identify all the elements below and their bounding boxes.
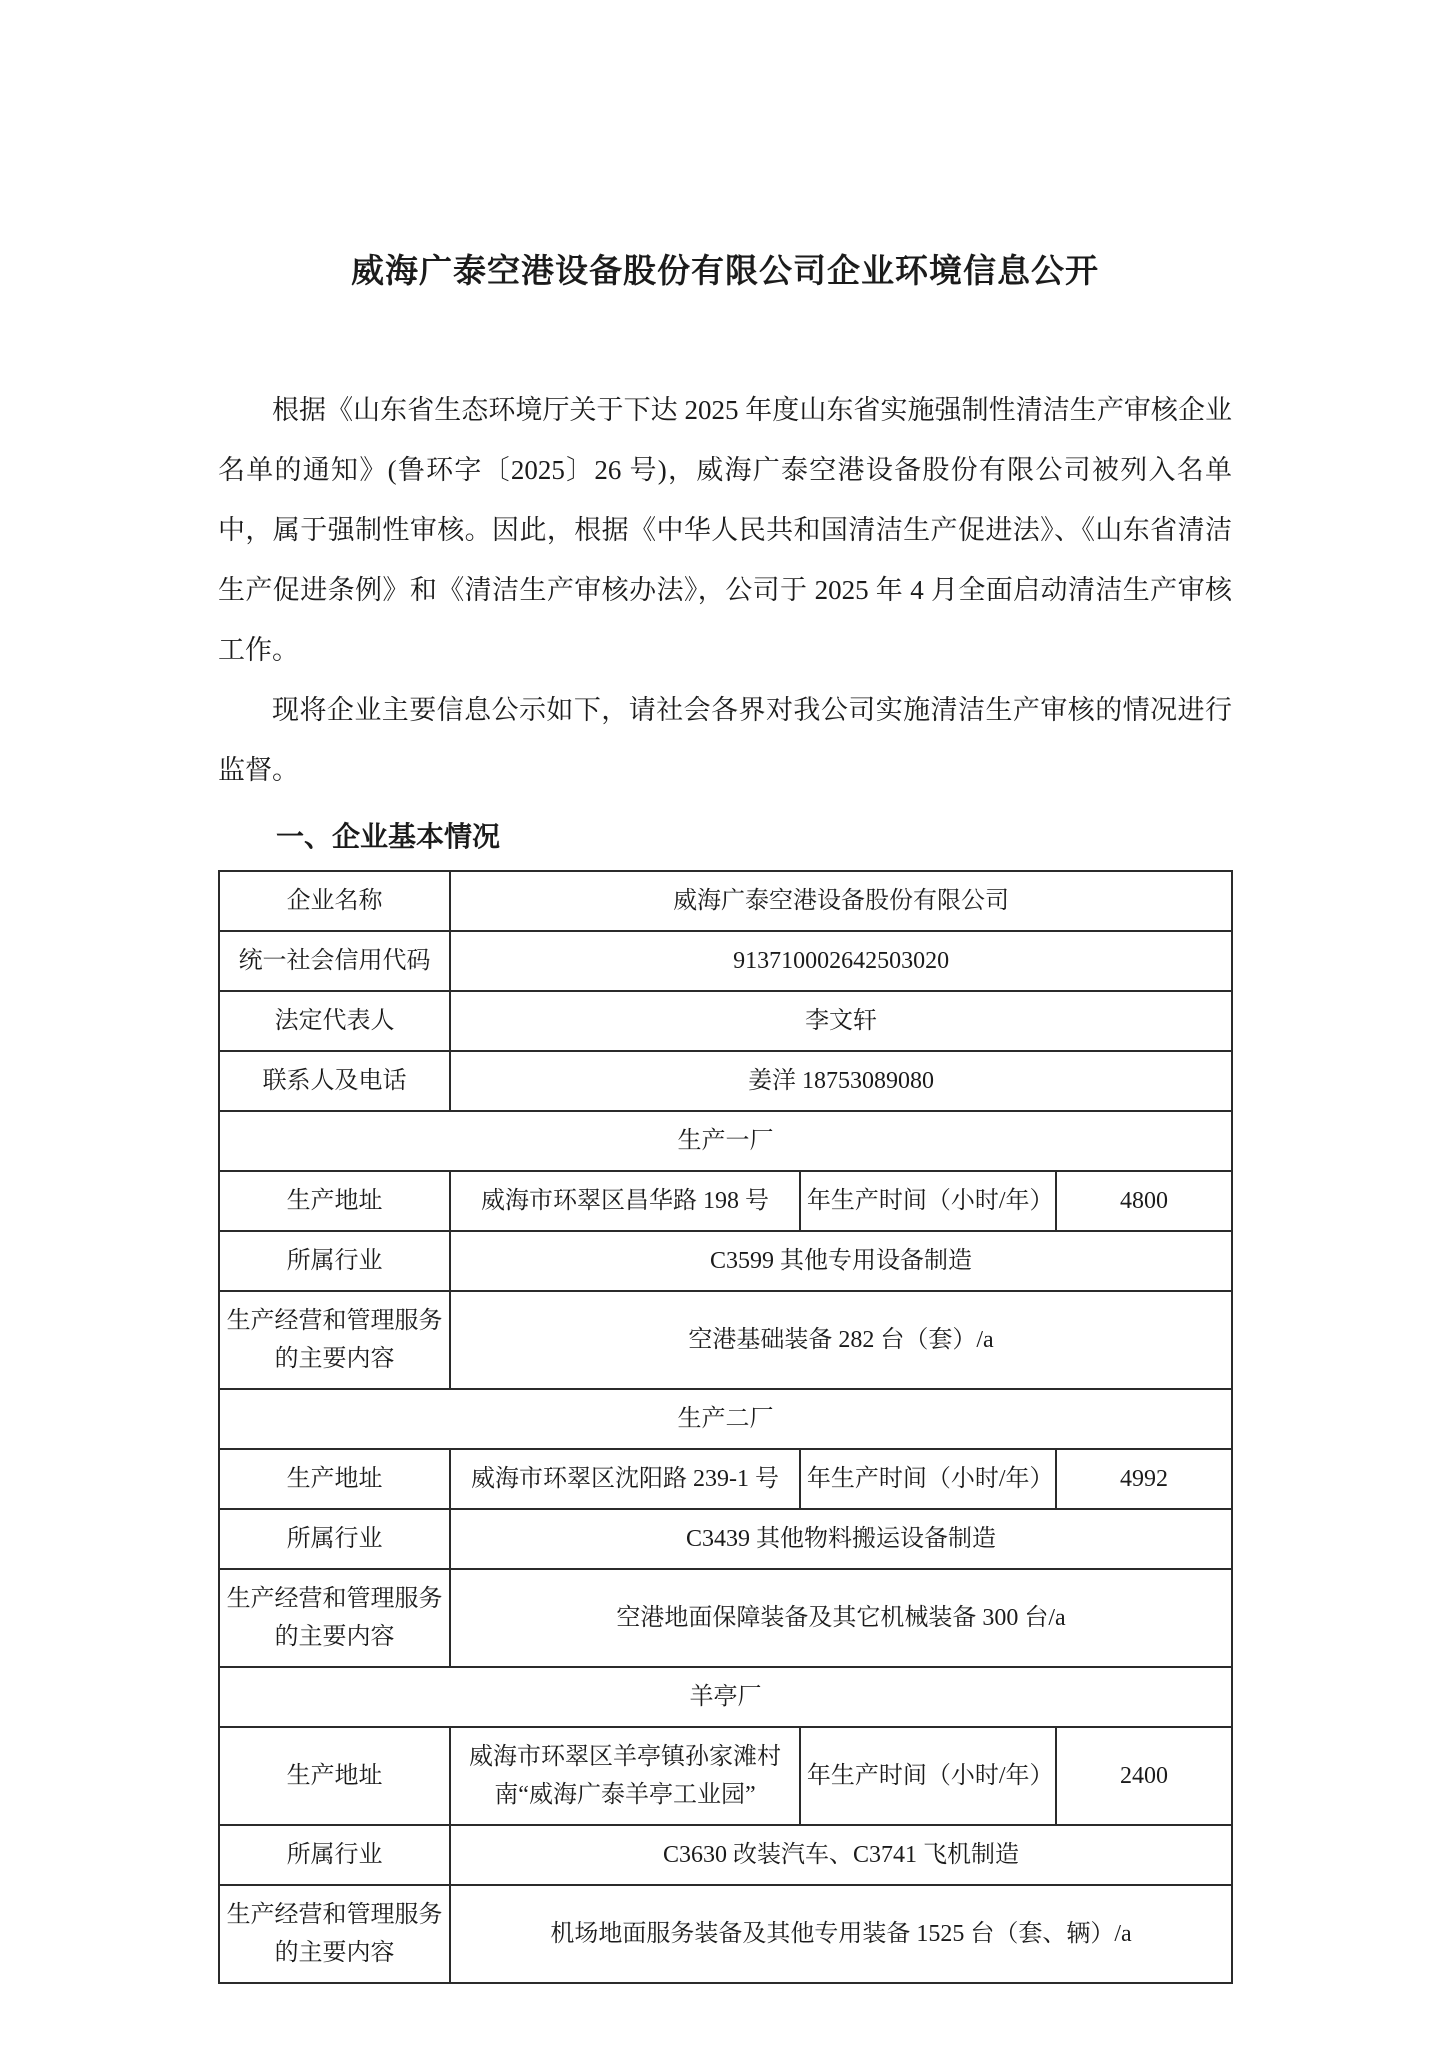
document-content [218, 0, 1232, 1984]
plant2-hours-value: 4992 [1056, 1449, 1232, 1509]
plant1-hours-label: 年生产时间（小时/年） [800, 1171, 1056, 1231]
plant3-scope-label: 生产经营和管理服务的主要内容 [219, 1885, 450, 1983]
plant3-address-value: 威海市环翠区羊亭镇孙家滩村南“威海广泰羊亭工业园” [450, 1727, 800, 1825]
paragraph-intro: 根据《山东省生态环境厅关于下达 2025 年度山东省实施强制性清洁生产审核企业名单的通知》(鲁环字〔2025〕26 号)，威海广泰空港设备股份有限公司被列入名单中，属于强制性审核。因此，根据《中华人民共和国清洁生产促进法》、《山东省清洁生产促进条例》和《清洁生产审核办法》，公司于 2025 年 4 月全面启动清洁生产审核工作。 [218, 395, 1232, 665]
credit-code-value: 913710002642503020 [450, 931, 1232, 991]
plant1-scope-value: 空港基础装备 282 台（套）/a [450, 1291, 1232, 1389]
plant3-scope-value: 机场地面服务装备及其他专用装备 1525 台（套、辆）/a [450, 1885, 1232, 1983]
row-contact [219, 1051, 1232, 1111]
plant3-section-title: 羊亭厂 [219, 1667, 1232, 1727]
plant3-hours-value: 2400 [1056, 1727, 1232, 1825]
row-plant3-industry [219, 1825, 1232, 1885]
paragraph-disclosure: 现将企业主要信息公示如下，请社会各界对我公司实施清洁生产审核的情况进行监督。 [218, 695, 1232, 785]
plant1-industry-label: 所属行业 [219, 1231, 450, 1291]
plant1-address-label: 生产地址 [219, 1171, 450, 1231]
plant2-address-value: 威海市环翠区沈阳路 239-1 号 [450, 1449, 800, 1509]
row-plant2-section [219, 1389, 1232, 1449]
row-plant1-industry [219, 1231, 1232, 1291]
plant2-scope-value: 空港地面保障装备及其它机械装备 300 台/a [450, 1569, 1232, 1667]
row-plant1-address [219, 1171, 1232, 1231]
row-company-name [219, 871, 1232, 931]
plant1-address-value: 威海市环翠区昌华路 198 号 [450, 1171, 800, 1231]
row-plant3-address [219, 1727, 1232, 1825]
row-plant1-scope [219, 1291, 1232, 1389]
legal-representative-label: 法定代表人 [219, 991, 450, 1051]
legal-representative-value: 李文轩 [450, 991, 1232, 1051]
row-plant2-scope [219, 1569, 1232, 1667]
plant3-industry-value: C3630 改装汽车、C3741 飞机制造 [450, 1825, 1232, 1885]
section-heading-basic-info: 一、企业基本情况 [276, 821, 501, 852]
contact-label: 联系人及电话 [219, 1051, 450, 1111]
page-title: 威海广泰空港设备股份有限公司企业环境信息公开 [351, 254, 1099, 290]
plant2-industry-label: 所属行业 [219, 1509, 450, 1569]
company-info-table [218, 870, 1233, 1984]
plant3-hours-label: 年生产时间（小时/年） [800, 1727, 1056, 1825]
plant2-scope-label: 生产经营和管理服务的主要内容 [219, 1569, 450, 1667]
plant1-section-title: 生产一厂 [219, 1111, 1232, 1171]
row-plant1-section [219, 1111, 1232, 1171]
plant1-industry-value: C3599 其他专用设备制造 [450, 1231, 1232, 1291]
plant2-address-label: 生产地址 [219, 1449, 450, 1509]
plant1-scope-label: 生产经营和管理服务的主要内容 [219, 1291, 450, 1389]
plant2-industry-value: C3439 其他物料搬运设备制造 [450, 1509, 1232, 1569]
row-credit-code [219, 931, 1232, 991]
row-plant3-section [219, 1667, 1232, 1727]
contact-value: 姜洋 18753089080 [450, 1051, 1232, 1111]
company-name-value: 威海广泰空港设备股份有限公司 [450, 871, 1232, 931]
row-plant2-industry [219, 1509, 1232, 1569]
row-legal-representative [219, 991, 1232, 1051]
plant2-section-title: 生产二厂 [219, 1389, 1232, 1449]
company-name-label: 企业名称 [219, 871, 450, 931]
plant3-industry-label: 所属行业 [219, 1825, 450, 1885]
credit-code-label: 统一社会信用代码 [219, 931, 450, 991]
plant2-hours-label: 年生产时间（小时/年） [800, 1449, 1056, 1509]
plant1-hours-value: 4800 [1056, 1171, 1232, 1231]
plant3-address-label: 生产地址 [219, 1727, 450, 1825]
row-plant3-scope [219, 1885, 1232, 1983]
row-plant2-address [219, 1449, 1232, 1509]
